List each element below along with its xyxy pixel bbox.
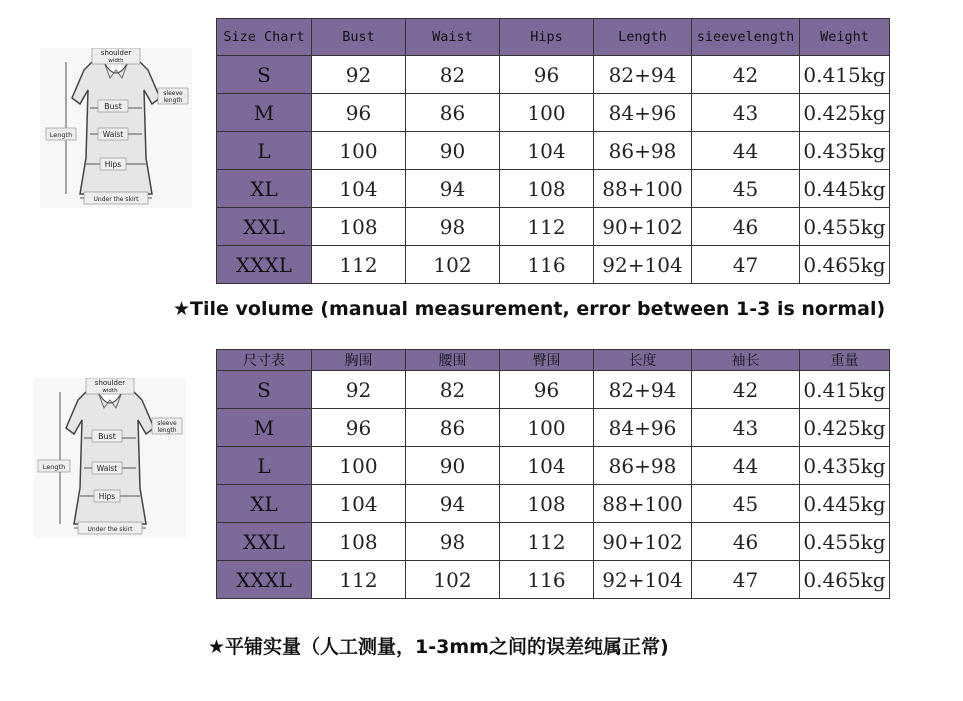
sleeve-label: sleeve bbox=[157, 420, 177, 427]
waist-cell: 98 bbox=[406, 523, 500, 561]
hem-label: Under the skirt bbox=[93, 196, 139, 203]
waist-cell: 90 bbox=[406, 447, 500, 485]
length-cell: 82+94 bbox=[594, 56, 692, 94]
hips-label: Hips bbox=[98, 492, 116, 501]
dress-illustration bbox=[34, 378, 186, 538]
waist-cell: 102 bbox=[406, 561, 500, 599]
dress-illustration bbox=[40, 48, 192, 208]
length-cell: 86+98 bbox=[594, 447, 692, 485]
bust-label: Bust bbox=[98, 432, 116, 441]
weight-cell: 0.425kg bbox=[800, 409, 890, 447]
hips-cell: 96 bbox=[500, 371, 594, 409]
header-sleeve-length: 袖长 bbox=[692, 350, 800, 371]
weight-cell: 0.415kg bbox=[800, 56, 890, 94]
waist-cell: 94 bbox=[406, 170, 500, 208]
size-cell: XXXL bbox=[217, 246, 312, 284]
bust-label: Bust bbox=[104, 102, 122, 111]
hips-cell: 116 bbox=[500, 561, 594, 599]
size-cell: M bbox=[217, 409, 312, 447]
sleeve-cell: 42 bbox=[692, 56, 800, 94]
waist-cell: 82 bbox=[406, 56, 500, 94]
waist-cell: 94 bbox=[406, 485, 500, 523]
garment-diagram-bottom bbox=[34, 378, 186, 538]
length-cell: 82+94 bbox=[594, 371, 692, 409]
sleeve-cell: 46 bbox=[692, 523, 800, 561]
sleeve-cell: 44 bbox=[692, 447, 800, 485]
hips-cell: 96 bbox=[500, 56, 594, 94]
weight-cell: 0.455kg bbox=[800, 523, 890, 561]
hips-cell: 100 bbox=[500, 409, 594, 447]
waist-label: Waist bbox=[96, 464, 118, 473]
garment-diagram-top bbox=[40, 48, 192, 208]
waist-cell: 102 bbox=[406, 246, 500, 284]
sleeve-cell: 45 bbox=[692, 170, 800, 208]
hips-cell: 116 bbox=[500, 246, 594, 284]
sleeve-cell: 47 bbox=[692, 561, 800, 599]
header-length: Length bbox=[594, 19, 692, 56]
waist-cell: 90 bbox=[406, 132, 500, 170]
shoulder-label: shoulder bbox=[100, 49, 132, 57]
table-row bbox=[217, 485, 890, 523]
sleeve-cell: 47 bbox=[692, 246, 800, 284]
size-cell: L bbox=[217, 447, 312, 485]
header-bust: 胸围 bbox=[312, 350, 406, 371]
size-cell: L bbox=[217, 132, 312, 170]
weight-cell: 0.455kg bbox=[800, 208, 890, 246]
header-waist: 腰围 bbox=[406, 350, 500, 371]
bust-cell: 104 bbox=[312, 170, 406, 208]
measurement-note-chinese: ★平铺实量（人工测量，1-3mm之间的误差纯属正常) bbox=[208, 636, 669, 658]
table-row bbox=[217, 447, 890, 485]
waist-cell: 86 bbox=[406, 94, 500, 132]
width-label: width bbox=[102, 388, 118, 394]
header-weight: 重量 bbox=[800, 350, 890, 371]
size-cell: XL bbox=[217, 170, 312, 208]
size-chart-table-chinese bbox=[216, 349, 890, 599]
bust-cell: 104 bbox=[312, 485, 406, 523]
sleeve-cell: 45 bbox=[692, 485, 800, 523]
sleeve-cell: 43 bbox=[692, 409, 800, 447]
bust-cell: 112 bbox=[312, 246, 406, 284]
waist-cell: 98 bbox=[406, 208, 500, 246]
size-cell: XL bbox=[217, 485, 312, 523]
length-cell: 88+100 bbox=[594, 170, 692, 208]
length-label: Length bbox=[49, 131, 73, 139]
sleeve-cell: 43 bbox=[692, 94, 800, 132]
sleeve-length-label: length bbox=[157, 427, 177, 434]
hem-label: Under the skirt bbox=[87, 526, 133, 533]
size-cell: M bbox=[217, 94, 312, 132]
length-cell: 92+104 bbox=[594, 561, 692, 599]
bust-cell: 96 bbox=[312, 409, 406, 447]
header-hips: Hips bbox=[500, 19, 594, 56]
length-cell: 84+96 bbox=[594, 409, 692, 447]
size-cell: S bbox=[217, 56, 312, 94]
table-row bbox=[217, 94, 890, 132]
hips-cell: 112 bbox=[500, 523, 594, 561]
header-sleeve-length: sieevelength bbox=[692, 19, 800, 56]
shoulder-label: shoulder bbox=[94, 379, 126, 387]
table-row bbox=[217, 56, 890, 94]
size-cell: XXXL bbox=[217, 561, 312, 599]
sleeve-cell: 42 bbox=[692, 371, 800, 409]
header-length: 长度 bbox=[594, 350, 692, 371]
weight-cell: 0.465kg bbox=[800, 561, 890, 599]
header-size: 尺寸表 bbox=[217, 350, 312, 371]
waist-cell: 86 bbox=[406, 409, 500, 447]
table-row bbox=[217, 561, 890, 599]
length-cell: 92+104 bbox=[594, 246, 692, 284]
hips-cell: 104 bbox=[500, 132, 594, 170]
bust-cell: 96 bbox=[312, 94, 406, 132]
header-row bbox=[217, 350, 890, 371]
weight-cell: 0.445kg bbox=[800, 170, 890, 208]
hips-label: Hips bbox=[104, 160, 122, 169]
table-row bbox=[217, 523, 890, 561]
size-cell: S bbox=[217, 371, 312, 409]
length-cell: 88+100 bbox=[594, 485, 692, 523]
length-cell: 90+102 bbox=[594, 208, 692, 246]
table-row bbox=[217, 170, 890, 208]
bust-cell: 92 bbox=[312, 371, 406, 409]
bust-cell: 112 bbox=[312, 561, 406, 599]
size-chart-table-english bbox=[216, 18, 890, 284]
size-cell: XXL bbox=[217, 208, 312, 246]
hips-cell: 104 bbox=[500, 447, 594, 485]
width-label: width bbox=[108, 58, 124, 64]
hips-cell: 108 bbox=[500, 170, 594, 208]
length-cell: 90+102 bbox=[594, 523, 692, 561]
weight-cell: 0.425kg bbox=[800, 94, 890, 132]
hips-cell: 112 bbox=[500, 208, 594, 246]
waist-cell: 82 bbox=[406, 371, 500, 409]
bust-cell: 100 bbox=[312, 132, 406, 170]
header-row bbox=[217, 19, 890, 56]
waist-label: Waist bbox=[102, 130, 124, 139]
bust-cell: 92 bbox=[312, 56, 406, 94]
table-row bbox=[217, 409, 890, 447]
header-size: Size Chart bbox=[217, 19, 312, 56]
table-row bbox=[217, 246, 890, 284]
header-weight: Weight bbox=[800, 19, 890, 56]
sleeve-label: sleeve bbox=[163, 90, 183, 97]
hips-cell: 108 bbox=[500, 485, 594, 523]
weight-cell: 0.415kg bbox=[800, 371, 890, 409]
weight-cell: 0.435kg bbox=[800, 132, 890, 170]
bust-cell: 108 bbox=[312, 208, 406, 246]
weight-cell: 0.445kg bbox=[800, 485, 890, 523]
length-cell: 84+96 bbox=[594, 94, 692, 132]
weight-cell: 0.465kg bbox=[800, 246, 890, 284]
table-row bbox=[217, 371, 890, 409]
bust-cell: 108 bbox=[312, 523, 406, 561]
hips-cell: 100 bbox=[500, 94, 594, 132]
header-hips: 臀围 bbox=[500, 350, 594, 371]
length-cell: 86+98 bbox=[594, 132, 692, 170]
measurement-note-english: ★Tile volume (manual measurement, error between 1-3 is normal) bbox=[173, 298, 886, 320]
sleeve-cell: 46 bbox=[692, 208, 800, 246]
size-cell: XXL bbox=[217, 523, 312, 561]
sleeve-cell: 44 bbox=[692, 132, 800, 170]
bust-cell: 100 bbox=[312, 447, 406, 485]
table-row bbox=[217, 208, 890, 246]
table-row bbox=[217, 132, 890, 170]
length-label: Length bbox=[42, 463, 66, 471]
header-bust: Bust bbox=[312, 19, 406, 56]
sleeve-length-label: length bbox=[163, 97, 183, 104]
weight-cell: 0.435kg bbox=[800, 447, 890, 485]
header-waist: Waist bbox=[406, 19, 500, 56]
